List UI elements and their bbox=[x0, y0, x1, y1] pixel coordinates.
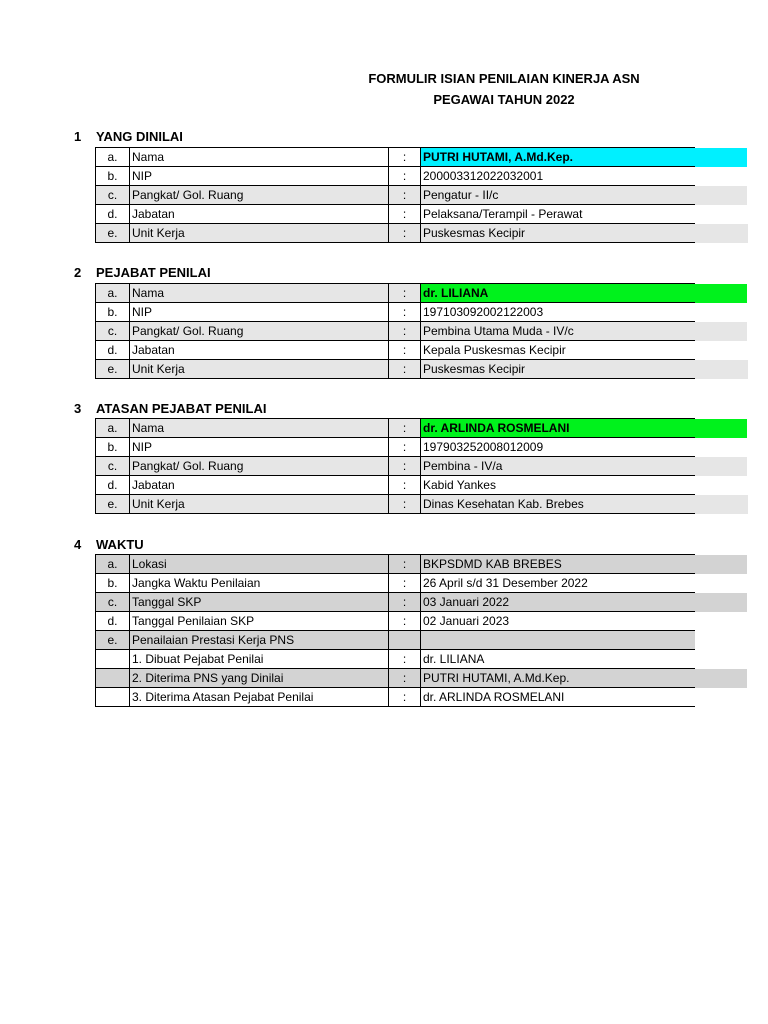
table-row bbox=[96, 631, 748, 650]
table-row bbox=[96, 341, 748, 360]
row-letter: d. bbox=[96, 476, 130, 495]
row-spacer bbox=[695, 669, 748, 688]
highlight-extension bbox=[695, 419, 748, 438]
row-value-nama: dr. ARLINDA ROSMELANI bbox=[421, 419, 696, 438]
row-colon: : bbox=[389, 555, 421, 574]
row-colon: : bbox=[389, 457, 421, 476]
row-colon: : bbox=[389, 303, 421, 322]
row-spacer bbox=[695, 612, 748, 631]
row-label: Pangkat/ Gol. Ruang bbox=[130, 186, 389, 205]
row-spacer bbox=[695, 341, 748, 360]
row-value: BKPSDMD KAB BREBES bbox=[421, 555, 696, 574]
row-value: Pembina - IV/a bbox=[421, 457, 696, 476]
row-letter: c. bbox=[96, 186, 130, 205]
table-row bbox=[96, 555, 748, 574]
row-spacer bbox=[695, 555, 748, 574]
table-row bbox=[96, 167, 748, 186]
row-label: Unit Kerja bbox=[130, 224, 389, 243]
row-colon: : bbox=[389, 669, 421, 688]
row-colon: : bbox=[389, 688, 421, 707]
row-spacer bbox=[695, 650, 748, 669]
row-letter: b. bbox=[96, 438, 130, 457]
table-row bbox=[96, 612, 748, 631]
row-label: Penailaian Prestasi Kerja PNS bbox=[130, 631, 389, 650]
row-spacer bbox=[695, 495, 748, 514]
row-colon: : bbox=[389, 593, 421, 612]
row-value: Kabid Yankes bbox=[421, 476, 696, 495]
row-spacer bbox=[695, 360, 748, 379]
row-spacer bbox=[695, 574, 748, 593]
row-value-nama: PUTRI HUTAMI, A.Md.Kep. bbox=[421, 148, 696, 167]
row-value: Dinas Kesehatan Kab. Brebes bbox=[421, 495, 696, 514]
row-letter: b. bbox=[96, 167, 130, 186]
row-label: Nama bbox=[130, 284, 389, 303]
row-letter: b. bbox=[96, 303, 130, 322]
table-row bbox=[96, 593, 748, 612]
row-value: dr. ARLINDA ROSMELANI bbox=[421, 688, 696, 707]
row-value: dr. LILIANA bbox=[421, 650, 696, 669]
row-letter: c. bbox=[96, 593, 130, 612]
row-value: 200003312022032001 bbox=[421, 167, 696, 186]
highlight-extension bbox=[695, 284, 748, 303]
row-letter: c. bbox=[96, 322, 130, 341]
row-spacer bbox=[695, 224, 748, 243]
row-label: NIP bbox=[130, 303, 389, 322]
row-colon: : bbox=[389, 224, 421, 243]
table-yang-dinilai bbox=[95, 147, 748, 243]
section-title-yang-dinilai: YANG DINILAI bbox=[96, 129, 183, 144]
table-row bbox=[96, 284, 748, 303]
row-letter: e. bbox=[96, 224, 130, 243]
table-row bbox=[96, 476, 748, 495]
row-colon: : bbox=[389, 650, 421, 669]
table-row bbox=[96, 303, 748, 322]
row-label: 3. Diterima Atasan Pejabat Penilai bbox=[130, 688, 389, 707]
row-label: Pangkat/ Gol. Ruang bbox=[130, 322, 389, 341]
section-title-waktu: WAKTU bbox=[96, 537, 144, 552]
row-value: Pembina Utama Muda - IV/c bbox=[421, 322, 696, 341]
row-value-nama: dr. LILIANA bbox=[421, 284, 696, 303]
table-row bbox=[96, 186, 748, 205]
row-colon bbox=[389, 631, 421, 650]
row-value: Pelaksana/Terampil - Perawat bbox=[421, 205, 696, 224]
row-label: NIP bbox=[130, 438, 389, 457]
row-letter: c. bbox=[96, 457, 130, 476]
row-colon: : bbox=[389, 186, 421, 205]
section-number: 1 bbox=[74, 129, 82, 144]
highlight-extension bbox=[695, 148, 748, 167]
row-value: 03 Januari 2022 bbox=[421, 593, 696, 612]
form-title-line-1: FORMULIR ISIAN PENILAIAN KINERJA ASN bbox=[368, 71, 640, 86]
row-spacer bbox=[695, 438, 748, 457]
row-spacer bbox=[695, 457, 748, 476]
table-row bbox=[96, 148, 748, 167]
table-row bbox=[96, 205, 748, 224]
table-row bbox=[96, 688, 748, 707]
row-letter: e. bbox=[96, 631, 130, 650]
row-label: 2. Diterima PNS yang Dinilai bbox=[130, 669, 389, 688]
row-spacer bbox=[695, 593, 748, 612]
row-letter: d. bbox=[96, 612, 130, 631]
row-value: 26 April s/d 31 Desember 2022 bbox=[421, 574, 696, 593]
table-row bbox=[96, 495, 748, 514]
row-letter bbox=[96, 669, 130, 688]
row-colon: : bbox=[389, 495, 421, 514]
row-letter: d. bbox=[96, 341, 130, 360]
row-spacer bbox=[695, 186, 748, 205]
row-colon: : bbox=[389, 284, 421, 303]
section-title-pejabat-penilai: PEJABAT PENILAI bbox=[96, 265, 211, 280]
row-spacer bbox=[695, 688, 748, 707]
row-label: 1. Dibuat Pejabat Penilai bbox=[130, 650, 389, 669]
row-colon: : bbox=[389, 205, 421, 224]
row-label: Nama bbox=[130, 419, 389, 438]
table-row bbox=[96, 457, 748, 476]
row-label: Pangkat/ Gol. Ruang bbox=[130, 457, 389, 476]
row-label: Jangka Waktu Penilaian bbox=[130, 574, 389, 593]
row-colon: : bbox=[389, 360, 421, 379]
row-colon: : bbox=[389, 476, 421, 495]
row-value: Kepala Puskesmas Kecipir bbox=[421, 341, 696, 360]
row-letter: a. bbox=[96, 284, 130, 303]
row-label: Jabatan bbox=[130, 476, 389, 495]
row-value: 02 Januari 2023 bbox=[421, 612, 696, 631]
row-letter: a. bbox=[96, 148, 130, 167]
row-spacer bbox=[695, 167, 748, 186]
row-label: NIP bbox=[130, 167, 389, 186]
row-label: Nama bbox=[130, 148, 389, 167]
row-colon: : bbox=[389, 148, 421, 167]
row-label: Jabatan bbox=[130, 341, 389, 360]
table-row bbox=[96, 650, 748, 669]
row-value: PUTRI HUTAMI, A.Md.Kep. bbox=[421, 669, 696, 688]
table-row bbox=[96, 322, 748, 341]
form-title-line-2: PEGAWAI TAHUN 2022 bbox=[433, 92, 575, 107]
row-label: Tanggal Penilaian SKP bbox=[130, 612, 389, 631]
row-spacer bbox=[695, 476, 748, 495]
row-colon: : bbox=[389, 322, 421, 341]
row-letter: e. bbox=[96, 360, 130, 379]
table-atasan-pejabat-penilai bbox=[95, 418, 748, 514]
row-spacer bbox=[695, 322, 748, 341]
row-value: Puskesmas Kecipir bbox=[421, 360, 696, 379]
table-row bbox=[96, 669, 748, 688]
row-colon: : bbox=[389, 419, 421, 438]
row-spacer bbox=[695, 303, 748, 322]
row-value: 197903252008012009 bbox=[421, 438, 696, 457]
table-row bbox=[96, 224, 748, 243]
table-row bbox=[96, 360, 748, 379]
table-pejabat-penilai bbox=[95, 283, 748, 379]
section-number: 2 bbox=[74, 265, 82, 280]
section-number: 4 bbox=[74, 537, 82, 552]
row-letter: b. bbox=[96, 574, 130, 593]
row-label: Jabatan bbox=[130, 205, 389, 224]
section-title-atasan-pejabat-penilai: ATASAN PEJABAT PENILAI bbox=[96, 401, 267, 416]
row-spacer bbox=[695, 205, 748, 224]
row-colon: : bbox=[389, 574, 421, 593]
table-waktu bbox=[95, 554, 748, 707]
row-value: 197103092002122003 bbox=[421, 303, 696, 322]
row-value bbox=[421, 631, 696, 650]
row-label: Lokasi bbox=[130, 555, 389, 574]
table-row bbox=[96, 574, 748, 593]
row-letter bbox=[96, 650, 130, 669]
row-letter: d. bbox=[96, 205, 130, 224]
table-row bbox=[96, 419, 748, 438]
row-label: Unit Kerja bbox=[130, 495, 389, 514]
row-colon: : bbox=[389, 438, 421, 457]
table-row bbox=[96, 438, 748, 457]
section-number: 3 bbox=[74, 401, 82, 416]
row-value: Puskesmas Kecipir bbox=[421, 224, 696, 243]
row-colon: : bbox=[389, 612, 421, 631]
row-spacer bbox=[695, 631, 748, 650]
row-colon: : bbox=[389, 341, 421, 360]
row-letter bbox=[96, 688, 130, 707]
row-value: Pengatur - II/c bbox=[421, 186, 696, 205]
row-letter: a. bbox=[96, 555, 130, 574]
row-colon: : bbox=[389, 167, 421, 186]
row-letter: a. bbox=[96, 419, 130, 438]
row-label: Tanggal SKP bbox=[130, 593, 389, 612]
row-letter: e. bbox=[96, 495, 130, 514]
row-label: Unit Kerja bbox=[130, 360, 389, 379]
